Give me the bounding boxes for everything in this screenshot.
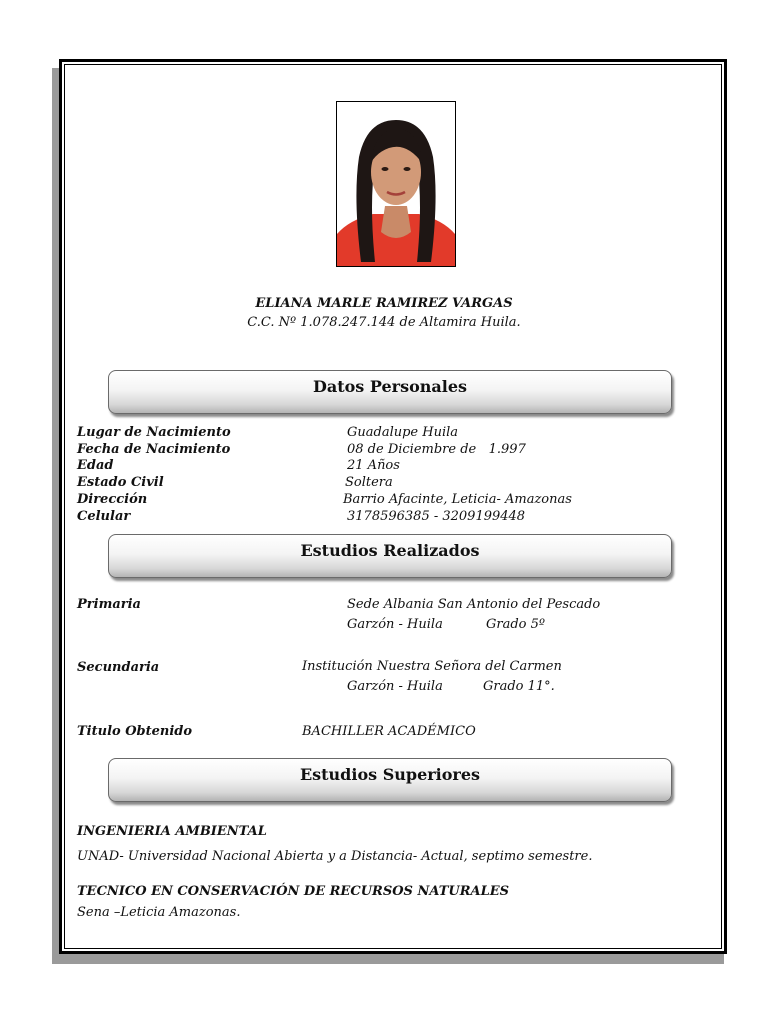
phone-value: 3178596385 - 3209199448	[347, 509, 526, 524]
birthdate-value: 08 de Diciembre de 1.997	[347, 442, 526, 457]
secondary-place: Garzón - Huila	[347, 679, 443, 694]
primary-place: Garzón - Huila	[347, 617, 443, 632]
section-higher-header: Estudios Superiores	[108, 758, 672, 802]
degree-obtained-value: BACHILLER ACADÉMICO	[302, 724, 476, 739]
address-label: Dirección	[77, 492, 148, 507]
civil-status-value: Soltera	[345, 475, 393, 490]
secondary-grade: Grado 11°.	[483, 679, 555, 694]
section-personal-header: Datos Personales	[108, 370, 672, 414]
age-label: Edad	[77, 458, 114, 473]
candidate-name: ELIANA MARLE RAMIREZ VARGAS	[255, 296, 513, 311]
higher-degree-1-detail: UNAD- Universidad Nacional Abierta y a Distancia- Actual, septimo semestre.	[77, 849, 593, 864]
secondary-label: Secundaria	[77, 660, 160, 675]
birthplace-label: Lugar de Nacimiento	[77, 425, 231, 440]
age-value: 21 Años	[347, 458, 400, 473]
primary-grade: Grado 5º	[486, 617, 546, 632]
degree-obtained-label: Titulo Obtenido	[77, 724, 193, 739]
phone-label: Celular	[77, 509, 131, 524]
id-number: C.C. Nº 1.078.247.144 de Altamira Huila.	[247, 315, 521, 330]
profile-photo	[336, 101, 456, 267]
secondary-school: Institución Nuestra Señora del Carmen	[302, 659, 562, 674]
birthdate-label: Fecha de Nacimiento	[77, 442, 231, 457]
primary-label: Primaria	[77, 597, 141, 612]
birthplace-value: Guadalupe Huila	[347, 425, 459, 440]
higher-degree-2: TECNICO EN CONSERVACIÓN DE RECURSOS NATURALES	[77, 884, 510, 899]
higher-degree-2-detail: Sena –Leticia Amazonas.	[77, 905, 241, 920]
address-value: Barrio Afacinte, Leticia- Amazonas	[343, 492, 572, 507]
primary-school: Sede Albania San Antonio del Pescado	[347, 597, 601, 612]
section-studies-header: Estudios Realizados	[108, 534, 672, 578]
civil-status-label: Estado Civil	[77, 475, 164, 490]
higher-degree-1: INGENIERIA AMBIENTAL	[77, 824, 267, 839]
